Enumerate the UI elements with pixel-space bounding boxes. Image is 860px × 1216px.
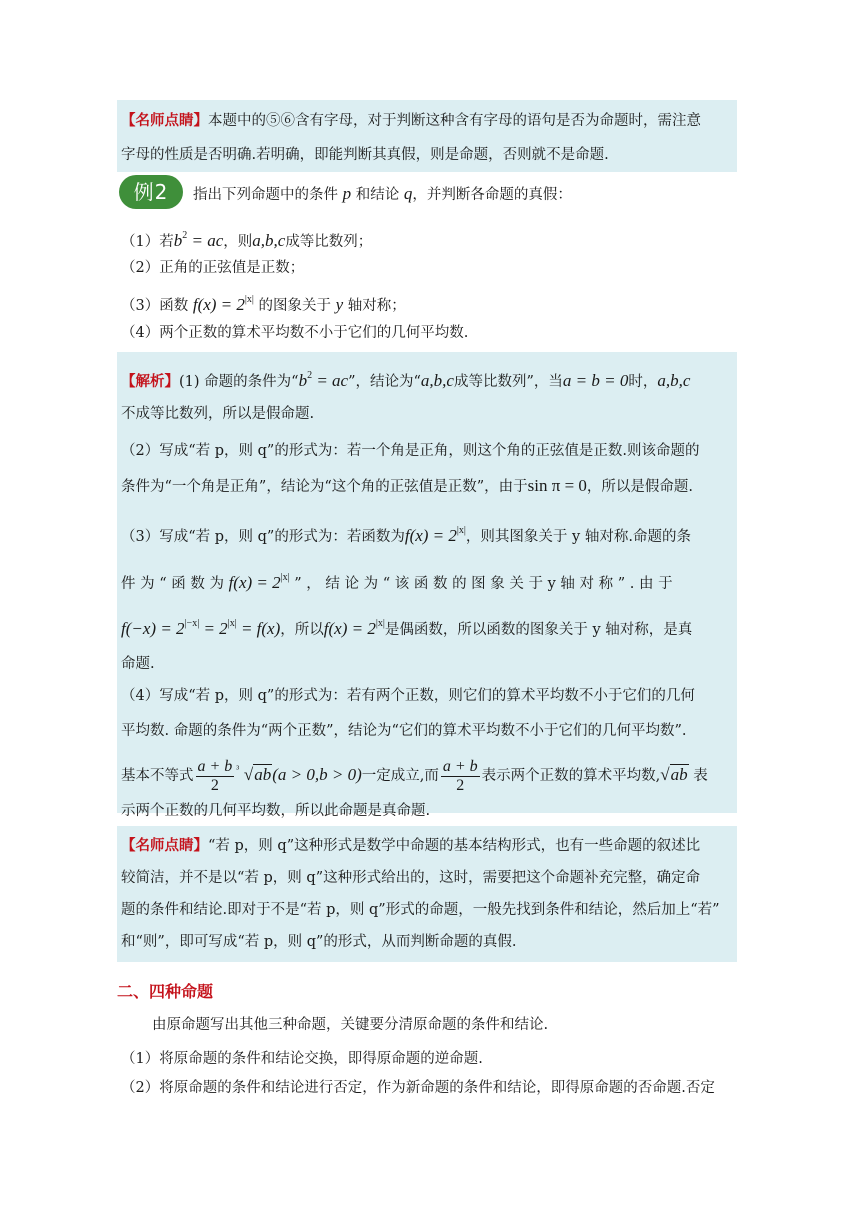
solution-bracket: 【解析】 — [121, 373, 179, 390]
solution-line-2: 不成等比数列，所以是假命题. — [121, 406, 315, 422]
example-item-1: （1）若$b^2$ = ac，则a,b,c成等比数列； — [121, 230, 373, 250]
fraction-a-plus-b-over-2-second: $\frac{a + b}{2}$ — [442, 757, 478, 794]
example-item-4: （4）两个正数的算术平均数不小于它们的几何平均数. — [121, 325, 469, 341]
solution-line-11: 基本不等式 $\frac{a + b}{2}$ $^{^3}$ √ab(a > 0,b > 0)一定成立,而 $\frac{a + b}{2}$ 表示两个正数的算术平均数,√ab 表 — [121, 757, 708, 794]
tip2-line-1: 【名师点睛】“若 p，则 q”这种形式是数学中命题的基本结构形式，也有一些命题的叙述比 — [121, 837, 701, 854]
example-badge: 例2 — [119, 175, 183, 209]
tip1-line-1 — [121, 111, 701, 131]
solution-line-9: （4）写成“若 p，则 q”的形式为：若有两个正数，则它们的算术平均数不小于它们的几何 — [121, 688, 695, 704]
section-title: 二、四种命题 — [117, 982, 214, 1001]
solution-line-5: （3）写成“若 p，则 q”的形式为：若函数为$f(x) = 2^{|x|}$，则其图象关于 y 轴对称.命题的条 — [121, 525, 691, 545]
solution-line-4: 条件为“一个角是正角”，结论为“这个角的正弦值是正数”，由于sin π = 0，所以是假命题. — [121, 476, 694, 495]
solution-line-6: 件 为 “ 函 数 为 $f(x) = 2^{|x|}$ ” ， 结 论 为 “ 该 函 数 的 图 象 关 于 y 轴 对 称 ” . 由 于 — [121, 572, 673, 592]
tip2-line-4: 和“则”，即可写成“若 p，则 q”的形式，从而判断命题的真假. — [121, 934, 517, 950]
tip2-line-2: 较简洁，并不是以“若 p，则 q”这种形式给出的，这时，需要把这个命题补充完整，确定命 — [121, 870, 701, 886]
example-stem: 指出下列命题中的条件 p 和结论 q，并判断各命题的真假： — [193, 184, 572, 203]
solution-line-1: 【解析】(1) 命题的条件为“$b^2$ = ac”，结论为“a,b,c成等比数列”，当a = b = 0时，a,b,c — [121, 370, 691, 390]
tip1-line-2: 字母的性质是否明确.若明确，即能判断其真假，则是命题，否则就不是命题. — [121, 147, 609, 163]
sqrt-ab: √ab — [243, 765, 272, 784]
solution-line-12: 示两个正数的几何平均数，所以此命题是真命题. — [121, 803, 431, 819]
example-item-3: （3）函数 $f(x) = 2^{|x|}$ 的图象关于 y 轴对称； — [121, 294, 406, 314]
solution-line-7: $f(-x) = 2^{|-x|} = 2^{|x|} = f(x)$，所以$f(x) = 2^{|x|}$是偶函数，所以函数的图象关于 y 轴对称，是真 — [121, 618, 693, 638]
tip1-text-1: 本题中的⑤⑥含有字母，对于判断这种含有字母的语句是否为命题时，需注意 — [208, 113, 701, 129]
section-intro: 由原命题写出其他三种命题，关键要分清原命题的条件和结论. — [152, 1017, 549, 1033]
solution-line-3: （2）写成“若 p，则 q”的形式为：若一个角是正角，则这个角的正弦值是正数.则该命题的 — [121, 443, 700, 459]
solution-line-8: 命题. — [121, 656, 155, 672]
section-item-2: （2）将原命题的条件和结论进行否定，作为新命题的条件和结论，即得原命题的否命题.否定 — [121, 1080, 715, 1096]
fraction-a-plus-b-over-2: $\frac{a + b}{2}$ — [197, 757, 233, 794]
section-item-1: （1）将原命题的条件和结论交换，即得原命题的逆命题. — [121, 1051, 483, 1067]
solution-line-10: 平均数. 命题的条件为“两个正数”，结论为“它们的算术平均数不小于它们的几何平均数”. — [121, 723, 687, 739]
tip2-line-3: 题的条件和结论.即对于不是“若 p，则 q”形式的命题，一般先找到条件和结论，然后加上“若” — [121, 902, 720, 918]
tip1-bracket: 【名师点睛】 — [121, 112, 208, 129]
sqrt-ab-second: √ab — [660, 765, 688, 784]
example-item-2: （2）正角的正弦值是正数； — [121, 260, 305, 276]
tip2-bracket: 【名师点睛】 — [121, 837, 208, 854]
